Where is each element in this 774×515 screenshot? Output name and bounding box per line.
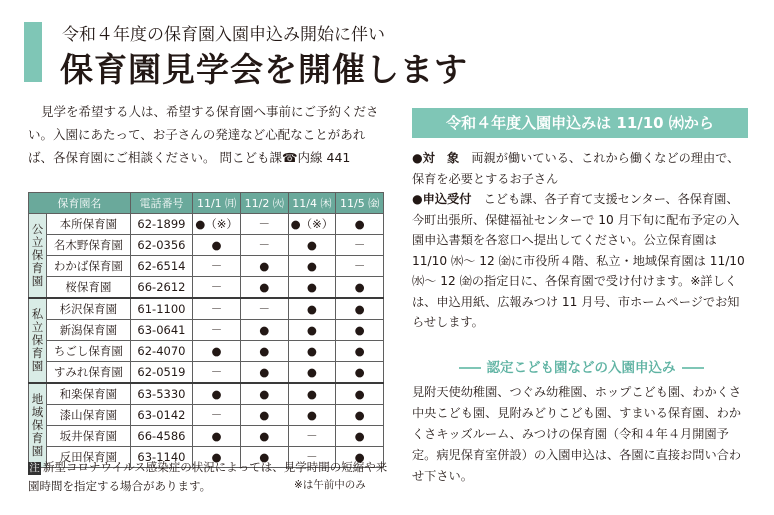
availability-cell: ●: [193, 447, 241, 468]
group-label: 地 域 保 育 園: [29, 383, 47, 468]
nursery-name-cell: 反田保育園: [47, 447, 131, 468]
availability-cell: ●（※）: [193, 214, 241, 235]
nursery-name-cell: 本所保育園: [47, 214, 131, 235]
application-banner: 令和４年度入園申込みは 11/10 ㈬から: [412, 108, 748, 138]
availability-cell: ●: [336, 277, 384, 299]
nursery-name-cell: 新潟保育園: [47, 320, 131, 341]
table-row: [29, 298, 384, 320]
phone-cell: 61-1100: [130, 298, 193, 320]
availability-cell: ●: [288, 320, 336, 341]
nursery-name-cell: 坂井保育園: [47, 426, 131, 447]
availability-cell: ●: [240, 426, 288, 447]
availability-cell: ●: [288, 298, 336, 320]
nursery-name-cell: 名木野保育園: [47, 235, 131, 256]
availability-cell: －: [193, 320, 241, 341]
availability-cell: －: [193, 405, 241, 426]
phone-cell: 62-1899: [130, 214, 193, 235]
table-row: [29, 383, 384, 405]
table-row: [29, 426, 384, 447]
availability-cell: ●: [193, 383, 241, 405]
heading-rule-right: [682, 367, 704, 369]
heading-rule-left: [459, 367, 481, 369]
note-text: 新型コロナウイルス感染症の状況によっては、見学時間の短縮や来園時間を指定する場合があります。: [28, 460, 388, 493]
availability-cell: ●: [288, 256, 336, 277]
availability-cell: ●（※）: [288, 214, 336, 235]
phone-cell: 66-4586: [130, 426, 193, 447]
availability-cell: －: [288, 447, 336, 468]
group-label: 私 立 保 育 園: [29, 298, 47, 383]
target-text: 両親が働いている、これから働くなどの理由で、保育を必要とするお子さん: [412, 151, 740, 186]
availability-cell: ●: [336, 341, 384, 362]
availability-cell: ●: [240, 362, 288, 384]
nursery-name-cell: すみれ保育園: [47, 362, 131, 384]
availability-cell: ●: [288, 341, 336, 362]
visit-schedule-table: [28, 192, 384, 468]
title-accent-bar: [24, 22, 42, 82]
table-row: [29, 320, 384, 341]
availability-cell: ●: [193, 235, 241, 256]
page-subtitle: 令和４年度の保育園入園申込み開始に伴い: [62, 25, 385, 45]
availability-cell: ●: [336, 362, 384, 384]
availability-cell: ●: [336, 405, 384, 426]
availability-cell: ●: [336, 447, 384, 468]
page-title: 保育園見学会を開催します: [60, 50, 468, 89]
note-badge: 注: [29, 462, 40, 474]
availability-cell: ●: [288, 277, 336, 299]
section-title: 認定こども園などの入園申込み: [486, 360, 676, 376]
header-nursery-name: 保育園名: [29, 193, 131, 214]
table-row: [29, 362, 384, 384]
availability-cell: ●: [193, 341, 241, 362]
availability-cell: ●: [288, 362, 336, 384]
availability-cell: －: [193, 362, 241, 384]
nursery-name-cell: 漆山保育園: [47, 405, 131, 426]
intro-text: 見学を希望する人は、希望する保育園へ事前にご予約ください。入園にあたって、お子さんの発達など心配なことがあれば、各保育園にご相談ください。 問こども課☎内線 441: [28, 104, 379, 165]
availability-cell: －: [193, 256, 241, 277]
availability-cell: －: [240, 235, 288, 256]
phone-cell: 63-0142: [130, 405, 193, 426]
nursery-name-cell: 和楽保育園: [47, 383, 131, 405]
availability-cell: ●: [240, 383, 288, 405]
phone-cell: 62-6514: [130, 256, 193, 277]
header-date-3: 11/4 ㈭: [288, 193, 336, 214]
nursery-name-cell: ちごし保育園: [47, 341, 131, 362]
availability-cell: ●: [240, 405, 288, 426]
header-date-4: 11/5 ㈮: [336, 193, 384, 214]
nursery-name-cell: 杉沢保育園: [47, 298, 131, 320]
availability-cell: －: [193, 277, 241, 299]
group-label: 公 立 保 育 園: [29, 214, 47, 299]
availability-cell: －: [240, 214, 288, 235]
phone-cell: 62-0519: [130, 362, 193, 384]
availability-cell: ●: [240, 320, 288, 341]
header-date-2: 11/2 ㈫: [240, 193, 288, 214]
table-header-row: [29, 193, 384, 214]
phone-cell: 62-4070: [130, 341, 193, 362]
availability-cell: ●: [240, 341, 288, 362]
certified-section-heading: [412, 356, 750, 376]
table-row: [29, 405, 384, 426]
availability-cell: ●: [336, 320, 384, 341]
footnote: ※は午前中のみ: [294, 479, 366, 491]
availability-cell: ●: [336, 214, 384, 235]
nursery-name-cell: 桜保育園: [47, 277, 131, 299]
table-row: [29, 277, 384, 299]
phone-cell: 63-0641: [130, 320, 193, 341]
availability-cell: ●: [336, 298, 384, 320]
availability-cell: ●: [240, 447, 288, 468]
availability-cell: ●: [240, 256, 288, 277]
phone-cell: 63-1140: [130, 447, 193, 468]
application-details: [412, 148, 750, 333]
availability-cell: ●: [336, 383, 384, 405]
availability-cell: －: [240, 298, 288, 320]
table-row: [29, 256, 384, 277]
apply-text: こども課、各子育て支援センター、各保育園、今町出張所、保健福祉センターで 10 月下旬に配布予定の入園申込書類を各窓口へ提出してください。公立保育園は 11/10 ㈬～ 12 ㈮に市役所４階、私立・地域保育園は 11/10 ㈬～ 12 ㈮の指定日に、各保育園で受け付けます。※詳しくは、申込用紙、広報みつけ 11 月号、市ホームページでお知らせします。: [412, 192, 745, 329]
target-label: ●対 象: [412, 151, 460, 165]
phone-cell: 62-0356: [130, 235, 193, 256]
availability-cell: －: [336, 256, 384, 277]
table-row: [29, 235, 384, 256]
availability-cell: ●: [288, 405, 336, 426]
certified-section-text: 見附天使幼稚園、つぐみ幼稚園、ホップこども園、わかくさ中央こども園、見附みどりこども園、すまいる保育園、わかくさキッズルーム、みつけの保育園（令和４年４月開園予定。病児保育室併設）の入園申込は、各園に直接お問い合わせ下さい。: [412, 385, 742, 483]
header-phone: 電話番号: [130, 193, 193, 214]
table-body: [29, 214, 384, 468]
availability-cell: ●: [240, 277, 288, 299]
availability-cell: ●: [288, 383, 336, 405]
apply-paragraph: [412, 189, 750, 333]
apply-label: ●申込受付: [412, 192, 472, 206]
availability-cell: ●: [193, 426, 241, 447]
nursery-name-cell: わかば保育園: [47, 256, 131, 277]
phone-cell: 63-5330: [130, 383, 193, 405]
availability-cell: －: [336, 235, 384, 256]
availability-cell: ●: [336, 426, 384, 447]
target-paragraph: [412, 148, 750, 189]
table-row: [29, 341, 384, 362]
phone-cell: 66-2612: [130, 277, 193, 299]
availability-cell: －: [288, 426, 336, 447]
availability-cell: －: [193, 298, 241, 320]
header-date-1: 11/1 ㈪: [193, 193, 241, 214]
table-row: [29, 214, 384, 235]
intro-paragraph: [28, 100, 383, 169]
availability-cell: ●: [288, 235, 336, 256]
